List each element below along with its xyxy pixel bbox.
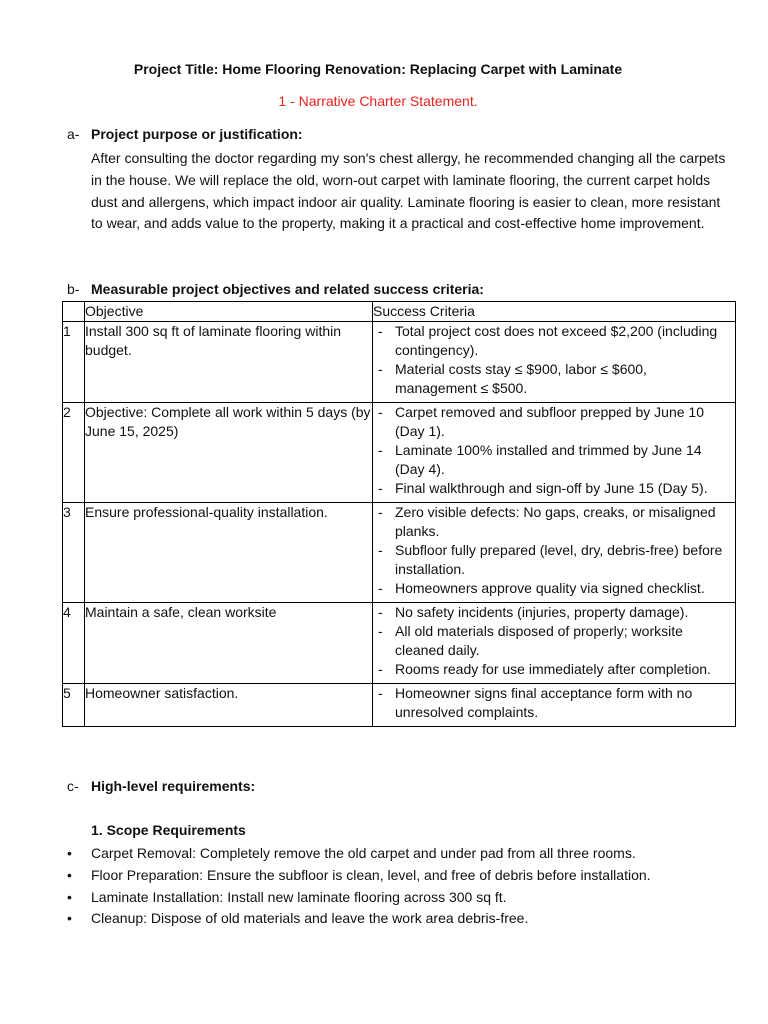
list-item-text: Floor Preparation: Ensure the subfloor is clean, level, and free of debris before installation.	[91, 866, 651, 883]
table-row	[63, 684, 736, 727]
section-b-marker: b-	[67, 281, 80, 297]
criteria-item	[373, 441, 735, 479]
dash-icon: -	[378, 580, 383, 596]
criteria-text: Final walkthrough and sign-off by June 15 (Day 5).	[395, 480, 708, 496]
list-item	[0, 843, 651, 865]
dash-icon: -	[378, 442, 383, 458]
objective-cell: Ensure professional-quality installation.	[85, 503, 373, 603]
criteria-item	[373, 622, 735, 660]
dash-icon: -	[378, 361, 383, 377]
success-criteria-cell	[373, 503, 736, 603]
success-criteria-cell	[373, 684, 736, 727]
criteria-text: Subfloor fully prepared (level, dry, debris-free) before installation.	[395, 542, 723, 577]
criteria-item	[373, 541, 735, 579]
header-number	[63, 302, 85, 322]
header-objective: Objective	[85, 302, 373, 322]
scope-requirements-heading: 1. Scope Requirements	[91, 822, 246, 838]
dash-icon: -	[378, 404, 383, 420]
row-number: 2	[63, 403, 85, 503]
criteria-text: No safety incidents (injuries, property damage).	[395, 604, 689, 620]
row-number: 4	[63, 603, 85, 684]
criteria-text: Total project cost does not exceed $2,200 (including contingency).	[395, 323, 718, 358]
criteria-item	[373, 684, 735, 722]
objective-cell: Install 300 sq ft of laminate flooring within budget.	[85, 322, 373, 403]
objectives-table-body	[63, 322, 736, 727]
objective-cell: Objective: Complete all work within 5 days (by June 15, 2025)	[85, 403, 373, 503]
objective-cell: Homeowner satisfaction.	[85, 684, 373, 727]
dash-icon: -	[378, 623, 383, 639]
dash-icon: -	[378, 661, 383, 677]
dash-icon: -	[378, 604, 383, 620]
bullet-icon: •	[67, 910, 72, 927]
section-c-marker: c-	[67, 778, 79, 794]
success-criteria-cell	[373, 603, 736, 684]
table-row	[63, 322, 736, 403]
list-item	[0, 865, 651, 887]
section-a-heading: Project purpose or justification:	[91, 126, 303, 142]
dash-icon: -	[378, 504, 383, 520]
page-title: Project Title: Home Flooring Renovation: Replacing Carpet with Laminate	[133, 61, 623, 77]
section-b-heading: Measurable project objectives and related success criteria:	[91, 281, 484, 297]
objective-cell: Maintain a safe, clean worksite	[85, 603, 373, 684]
table-row	[63, 603, 736, 684]
objectives-table	[62, 301, 736, 727]
row-number: 1	[63, 322, 85, 403]
criteria-text: Material costs stay ≤ $900, labor ≤ $600, management ≤ $500.	[395, 361, 647, 396]
criteria-item	[373, 579, 735, 598]
bullet-icon: •	[67, 845, 72, 861]
purpose-paragraph: After consulting the doctor regarding my son's chest allergy, he recommended changing all the carpets in the house. We will replace the old, worn-out carpet with laminate flooring, the current carpet holds dust and allergens, which impact indoor air quality. Laminate flooring is easier to clean, more resistant to wear, and adds value to the property, making it a practical and cost-effective home improvement.	[91, 150, 726, 232]
list-item	[0, 908, 651, 930]
list-item-text: Carpet Removal: Completely remove the old carpet and under pad from all three rooms.	[91, 845, 636, 861]
criteria-item	[373, 403, 735, 441]
scope-requirements-list	[0, 843, 651, 930]
row-number: 5	[63, 684, 85, 727]
success-criteria-cell	[373, 403, 736, 503]
table-row	[63, 503, 736, 603]
criteria-item	[373, 660, 735, 679]
list-item-text: Laminate Installation: Install new laminate flooring across 300 sq ft.	[91, 888, 507, 905]
criteria-item	[373, 322, 735, 360]
dash-icon: -	[378, 480, 383, 496]
criteria-text: Rooms ready for use immediately after completion.	[395, 661, 711, 677]
criteria-text: Homeowners approve quality via signed checklist.	[395, 580, 705, 596]
dash-icon: -	[378, 685, 383, 701]
dash-icon: -	[378, 323, 383, 339]
success-criteria-cell	[373, 322, 736, 403]
criteria-item	[373, 479, 735, 498]
table-header-row	[63, 302, 736, 322]
criteria-item	[373, 503, 735, 541]
criteria-item	[373, 360, 735, 398]
section-a-marker: a-	[67, 126, 80, 142]
header-success-criteria: Success Criteria	[373, 302, 736, 322]
criteria-text: Laminate 100% installed and trimmed by June 14 (Day 4).	[395, 442, 702, 477]
list-item	[0, 887, 651, 909]
list-item-text: Cleanup: Dispose of old materials and leave the work area debris-free.	[91, 910, 529, 927]
criteria-text: All old materials disposed of properly; worksite cleaned daily.	[395, 623, 683, 658]
table-row	[63, 403, 736, 503]
dash-icon: -	[378, 542, 383, 558]
bullet-icon: •	[67, 866, 72, 883]
criteria-item	[373, 603, 735, 622]
criteria-text: Zero visible defects: No gaps, creaks, or misaligned planks.	[395, 504, 716, 539]
criteria-text: Carpet removed and subfloor prepped by June 10 (Day 1).	[395, 404, 704, 439]
criteria-text: Homeowner signs final acceptance form with no unresolved complaints.	[395, 685, 693, 720]
row-number: 3	[63, 503, 85, 603]
section-subtitle: 1 - Narrative Charter Statement.	[278, 93, 478, 109]
section-c-heading: High-level requirements:	[91, 778, 256, 794]
bullet-icon: •	[67, 888, 72, 905]
